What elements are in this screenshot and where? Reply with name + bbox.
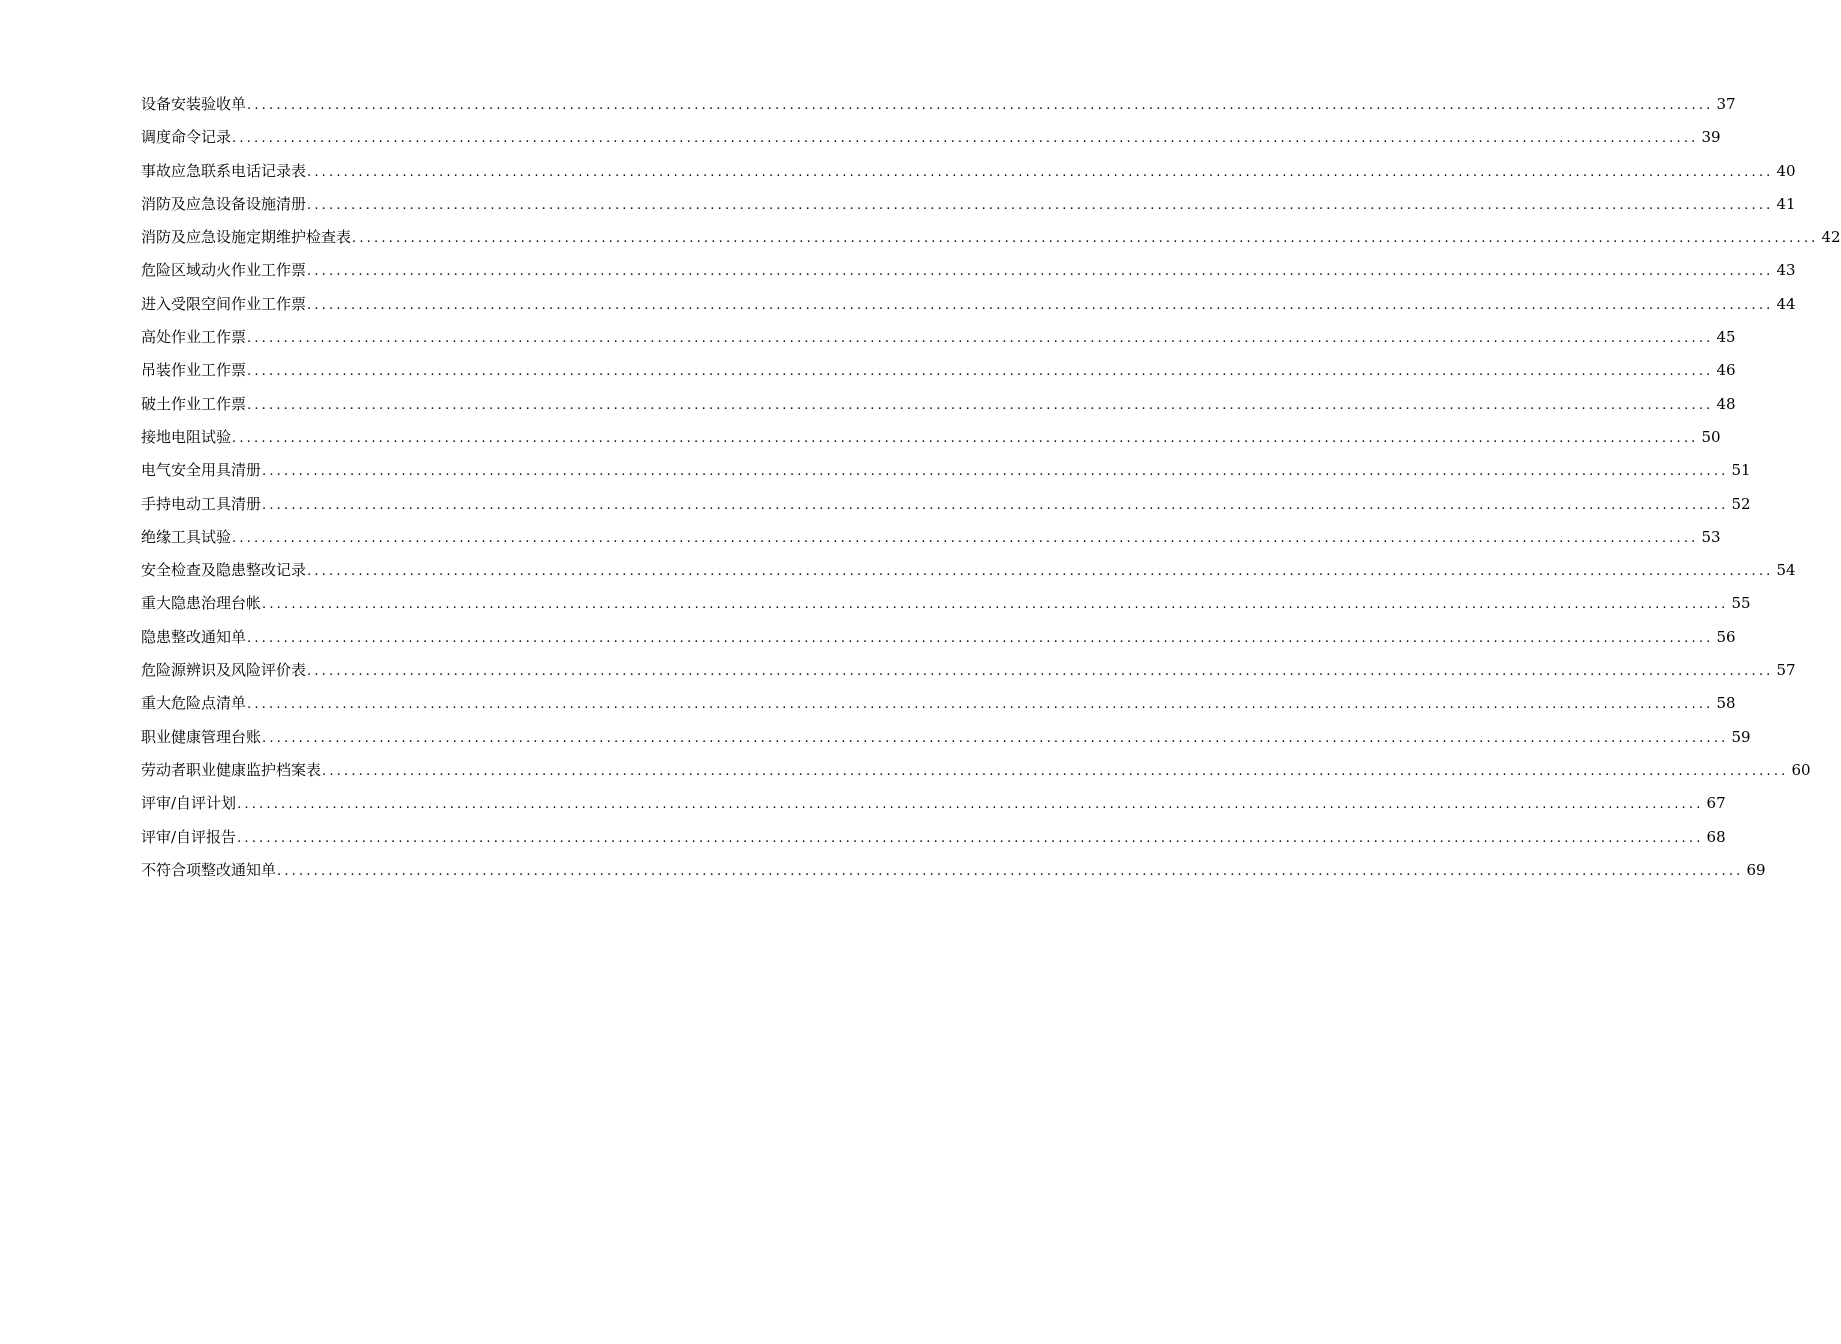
toc-dot-leader: ........................................................................................................................................................................................................ [262, 597, 1729, 613]
toc-entry-title: 安全检查及隐患整改记录 [141, 561, 307, 580]
toc-entry[interactable] [141, 693, 1736, 726]
toc-dot-leader: ........................................................................................................................................................................................................ [322, 763, 1789, 779]
toc-entry-title: 进入受限空间作业工作票 [141, 294, 307, 313]
toc-entry-title: 危险源辨识及风险评价表 [141, 661, 307, 680]
toc-entry-title: 绝缘工具试验 [141, 527, 232, 546]
toc-entry[interactable] [141, 827, 1726, 860]
toc-entry-page: 68 [1706, 827, 1726, 846]
toc-entry-title: 高处作业工作票 [141, 328, 247, 347]
toc-dot-leader: ........................................................................................................................................................................................................ [247, 697, 1714, 713]
toc-entry-page: 53 [1701, 527, 1721, 546]
toc-dot-leader: ........................................................................................................................................................................................................ [232, 530, 1699, 546]
toc-entry[interactable] [141, 593, 1751, 626]
toc-entry[interactable] [141, 560, 1796, 593]
toc-entry-page: 44 [1776, 294, 1796, 313]
toc-entry[interactable] [141, 494, 1751, 527]
toc-entry-title: 危险区域动火作业工作票 [141, 261, 307, 280]
table-of-contents [141, 94, 1841, 893]
toc-entry-page: 58 [1716, 694, 1736, 713]
toc-entry[interactable] [141, 627, 1736, 660]
toc-entry-page: 67 [1706, 794, 1726, 813]
toc-entry[interactable] [141, 860, 1766, 893]
toc-entry[interactable] [141, 260, 1796, 293]
toc-dot-leader: ........................................................................................................................................................................................................ [277, 863, 1744, 879]
toc-entry-page: 57 [1776, 661, 1796, 680]
toc-entry[interactable] [141, 793, 1726, 826]
toc-entry-title: 职业健康管理台账 [141, 727, 262, 746]
toc-entry-title: 消防及应急设施定期维护检查表 [141, 228, 352, 247]
toc-entry-title: 重大隐患治理台帐 [141, 594, 262, 613]
toc-entry[interactable] [141, 227, 1841, 260]
toc-entry[interactable] [141, 427, 1721, 460]
toc-dot-leader: ........................................................................................................................................................................................................ [352, 231, 1819, 247]
toc-entry-page: 45 [1716, 328, 1736, 347]
toc-dot-leader: ........................................................................................................................................................................................................ [307, 264, 1774, 280]
toc-entry-page: 40 [1776, 161, 1796, 180]
toc-entry-title: 评审/自评计划 [141, 794, 237, 813]
toc-dot-leader: ........................................................................................................................................................................................................ [232, 131, 1699, 147]
toc-entry-title: 设备安装验收单 [141, 95, 247, 113]
toc-entry-title: 破土作业工作票 [141, 394, 247, 413]
toc-entry[interactable] [141, 394, 1736, 427]
toc-entry[interactable] [141, 94, 1736, 127]
toc-dot-leader: ........................................................................................................................................................................................................ [247, 98, 1714, 113]
toc-dot-leader: ........................................................................................................................................................................................................ [307, 664, 1774, 680]
toc-entry-page: 50 [1701, 427, 1721, 446]
toc-entry-title: 调度命令记录 [141, 128, 232, 147]
toc-dot-leader: ........................................................................................................................................................................................................ [247, 397, 1714, 413]
toc-entry[interactable] [141, 327, 1736, 360]
toc-entry-page: 41 [1776, 194, 1796, 213]
toc-entry-page: 43 [1776, 261, 1796, 280]
toc-dot-leader: ........................................................................................................................................................................................................ [262, 730, 1729, 746]
toc-entry-page: 69 [1746, 860, 1766, 879]
toc-dot-leader: ........................................................................................................................................................................................................ [247, 630, 1714, 646]
toc-entry-page: 55 [1731, 594, 1751, 613]
toc-entry[interactable] [141, 161, 1796, 194]
toc-entry-title: 手持电动工具清册 [141, 494, 262, 513]
toc-entry-page: 39 [1701, 128, 1721, 147]
toc-dot-leader: ........................................................................................................................................................................................................ [232, 430, 1699, 446]
toc-dot-leader: ........................................................................................................................................................................................................ [307, 564, 1774, 580]
toc-entry-page: 59 [1731, 727, 1751, 746]
toc-entry-title: 重大危险点清单 [141, 694, 247, 713]
toc-dot-leader: ........................................................................................................................................................................................................ [237, 830, 1704, 846]
toc-entry-title: 接地电阻试验 [141, 427, 232, 446]
toc-entry-page: 42 [1821, 228, 1841, 247]
toc-entry-page: 52 [1731, 494, 1751, 513]
toc-entry[interactable] [141, 127, 1721, 160]
toc-entry[interactable] [141, 360, 1736, 393]
toc-entry[interactable] [141, 460, 1751, 493]
toc-entry-title: 不符合项整改通知单 [141, 860, 277, 879]
toc-entry-page: 60 [1791, 760, 1811, 779]
toc-entry-title: 评审/自评报告 [141, 827, 237, 846]
toc-entry-title: 消防及应急设备设施清册 [141, 194, 307, 213]
toc-entry-page: 51 [1731, 461, 1751, 480]
toc-entry-title: 吊装作业工作票 [141, 361, 247, 380]
toc-entry-title: 电气安全用具清册 [141, 461, 262, 480]
toc-entry-title: 劳动者职业健康监护档案表 [141, 760, 322, 779]
toc-dot-leader: ........................................................................................................................................................................................................ [262, 464, 1729, 480]
toc-entry[interactable] [141, 194, 1796, 227]
toc-dot-leader: ........................................................................................................................................................................................................ [237, 797, 1704, 813]
toc-entry-page: 48 [1716, 394, 1736, 413]
toc-dot-leader: ........................................................................................................................................................................................................ [247, 364, 1714, 380]
toc-dot-leader: ........................................................................................................................................................................................................ [262, 497, 1729, 513]
toc-dot-leader: ........................................................................................................................................................................................................ [247, 331, 1714, 347]
toc-entry-page: 37 [1716, 95, 1736, 113]
toc-dot-leader: ........................................................................................................................................................................................................ [307, 164, 1774, 180]
toc-entry-title: 事故应急联系电话记录表 [141, 161, 307, 180]
toc-dot-leader: ........................................................................................................................................................................................................ [307, 197, 1774, 213]
toc-entry[interactable] [141, 760, 1811, 793]
toc-dot-leader: ........................................................................................................................................................................................................ [307, 297, 1774, 313]
toc-entry[interactable] [141, 660, 1796, 693]
toc-entry-title: 隐患整改通知单 [141, 627, 247, 646]
toc-entry[interactable] [141, 527, 1721, 560]
toc-entry[interactable] [141, 727, 1751, 760]
toc-entry-page: 56 [1716, 627, 1736, 646]
toc-entry-page: 54 [1776, 561, 1796, 580]
toc-entry[interactable] [141, 294, 1796, 327]
toc-entry-page: 46 [1716, 361, 1736, 380]
